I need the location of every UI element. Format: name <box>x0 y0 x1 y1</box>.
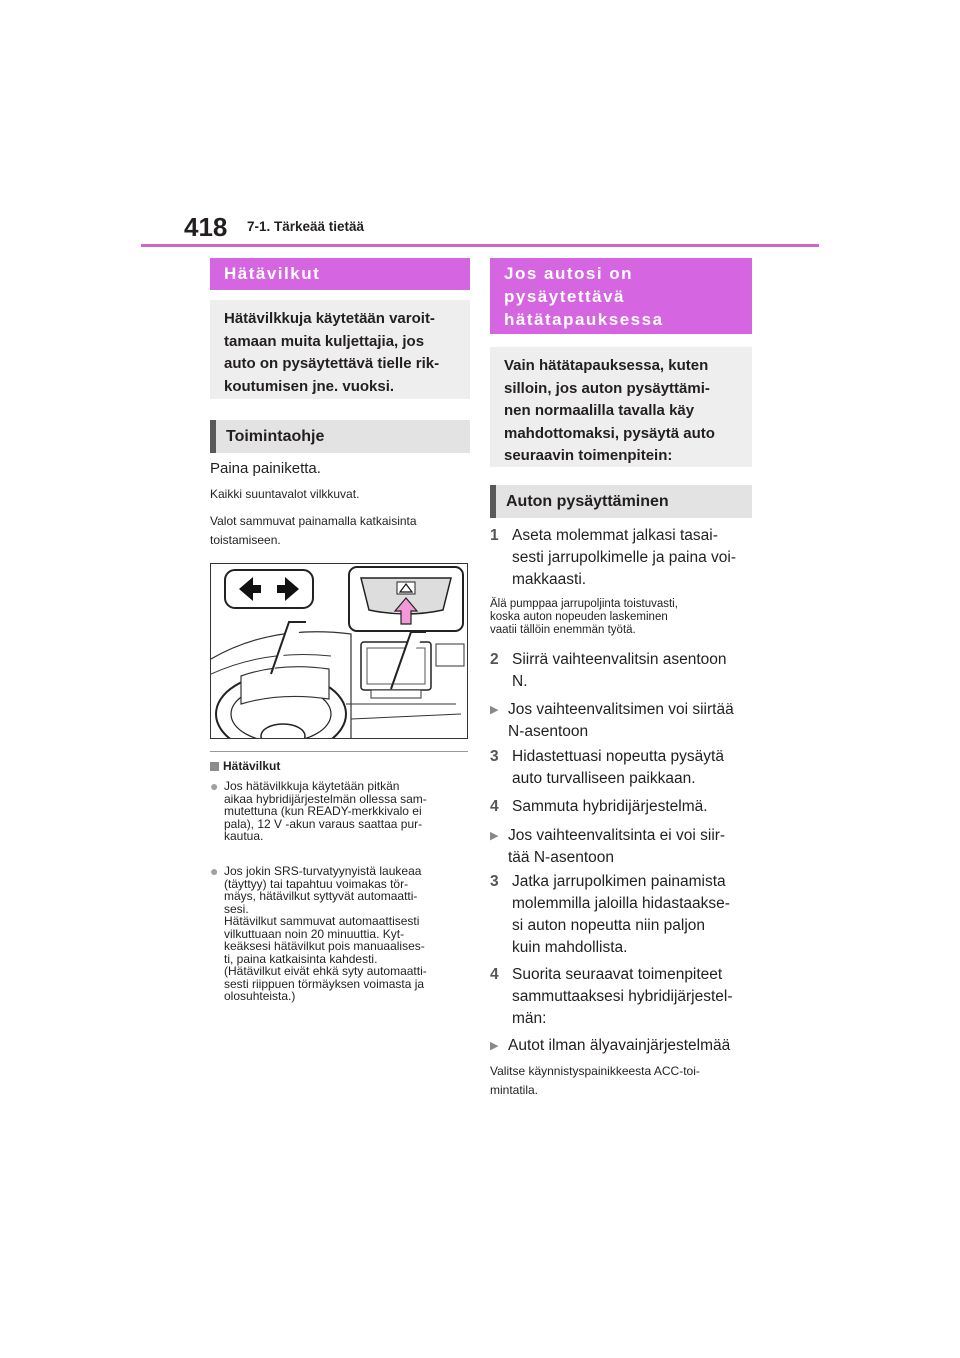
page-number: 418 <box>184 212 228 242</box>
step-text: Sammuta hybridijärjestelmä. <box>512 798 708 815</box>
instruction-main: Paina painiketta. <box>210 460 321 477</box>
step-text: Suorita seuraavat toimenpiteet sammuttaaksesi hybridijärjestel- män: <box>512 966 733 1027</box>
stopping-heading: Auton pysäyttäminen <box>490 485 752 518</box>
section-title: 7-1. Tärkeää tietää <box>247 219 365 234</box>
step-1-note: Älä pumppaa jarrupoljinta toistuvasti, koska auton nopeuden laskeminen vaatii tällöin enemmän työtä. <box>490 598 678 636</box>
condition-no-smart-key <box>490 1035 752 1057</box>
final-note: Valitse käynnistyspainikkeesta ACC-toi- mintatila. <box>490 1064 700 1097</box>
step-number: 4 <box>490 798 499 815</box>
condition-text: Autot ilman älyavainjärjestelmää <box>508 1037 731 1054</box>
hazard-intro-box: Hätävilkkuja käytetään varoit- tamaan muita kuljettajia, jos auto on pysäytettävä tielle rik- koutumisen jne. vuoksi. <box>210 300 470 399</box>
note-item <box>210 780 470 843</box>
step-number: 3 <box>490 748 499 765</box>
triangle-bullet-icon: ▶ <box>490 830 499 842</box>
step-number: 3 <box>490 873 499 890</box>
square-bullet-icon <box>210 762 219 771</box>
triangle-bullet-icon: ▶ <box>490 1040 499 1052</box>
instruction-note-1: Kaikki suuntavalot vilkkuvat. <box>210 487 360 501</box>
condition-text: Jos vaihteenvalitsimen voi siirtää N-asentoon <box>508 701 734 740</box>
step-4a <box>490 796 752 818</box>
notes-heading-label: Hätävilkut <box>223 759 281 773</box>
note-item <box>210 865 470 1003</box>
step-2 <box>490 649 752 693</box>
triangle-bullet-icon: ▶ <box>490 704 499 716</box>
circle-bullet-icon: ● <box>210 863 219 879</box>
note-text: Jos hätävilkkuja käytetään pitkän aikaa hybridijärjestelmän ollessa sam- mutettuna (kun READY-merkkivalo ei pala), 12 V -akun varaus saattaa pur- kautua. <box>224 779 427 843</box>
circle-bullet-icon: ● <box>210 778 219 794</box>
instruction-note-2: Valot sammuvat painamalla katkaisinta toistamiseen. <box>210 514 417 547</box>
step-text: Hidastettuasi nopeutta pysäytä auto turvalliseen paikkaan. <box>512 748 724 787</box>
emergency-stop-heading: Jos autosi on pysäytettävä hätätapauksessa <box>490 258 752 334</box>
header-rule <box>141 244 819 247</box>
figure-divider <box>210 751 468 752</box>
dashboard-illustration <box>210 563 468 739</box>
step-number: 1 <box>490 527 499 544</box>
step-number: 2 <box>490 651 499 668</box>
notes-heading <box>210 759 470 773</box>
hazard-lights-heading: Hätävilkut <box>210 258 470 290</box>
dashboard-drawing <box>211 564 467 738</box>
step-text: Siirrä vaihteenvalitsin asentoon N. <box>512 651 727 690</box>
condition-shift-impossible <box>490 825 752 869</box>
instructions-heading: Toimintaohje <box>210 420 470 453</box>
condition-shift-possible <box>490 699 752 743</box>
step-3b <box>490 871 752 959</box>
step-3a <box>490 746 752 790</box>
note-text: Jos jokin SRS-turvatyynyistä laukeaa (täyttyy) tai tapahtuu voimakas tör- mäys, hätävilkut syttyvät automaatti- sesi. Hätävilkut sammuvat automaattisesti vilkuttuaan noin 20 minuuttia. Kyt- keäksesi hätävilkut pois manuaalises- ti, paina katkaisinta kahdesti. (Hätävilkut eivät ehkä syty automaatti- sesti riippuen törmäyksen voimasta ja olosuhteista.) <box>224 864 427 1003</box>
step-text: Aseta molemmat jalkasi tasai- sesti jarrupolkimelle ja paina voi- makkaasti. <box>512 527 736 588</box>
condition-text: Jos vaihteenvalitsinta ei voi siir- tää N-asentoon <box>508 827 726 866</box>
step-4b <box>490 964 752 1030</box>
step-number: 4 <box>490 966 499 983</box>
emergency-intro-box: Vain hätätapauksessa, kuten silloin, jos auton pysäyttämi- nen normaalilla tavalla käy mahdottomaksi, pysäytä auto seuraavin toimenpitein: <box>490 347 752 467</box>
step-text: Jatka jarrupolkimen painamista molemmilla jaloilla hidastaakse- si auton nopeutta niin paljon kuin mahdollista. <box>512 873 730 956</box>
turn-signal-callout <box>225 570 313 608</box>
step-1 <box>490 525 752 591</box>
